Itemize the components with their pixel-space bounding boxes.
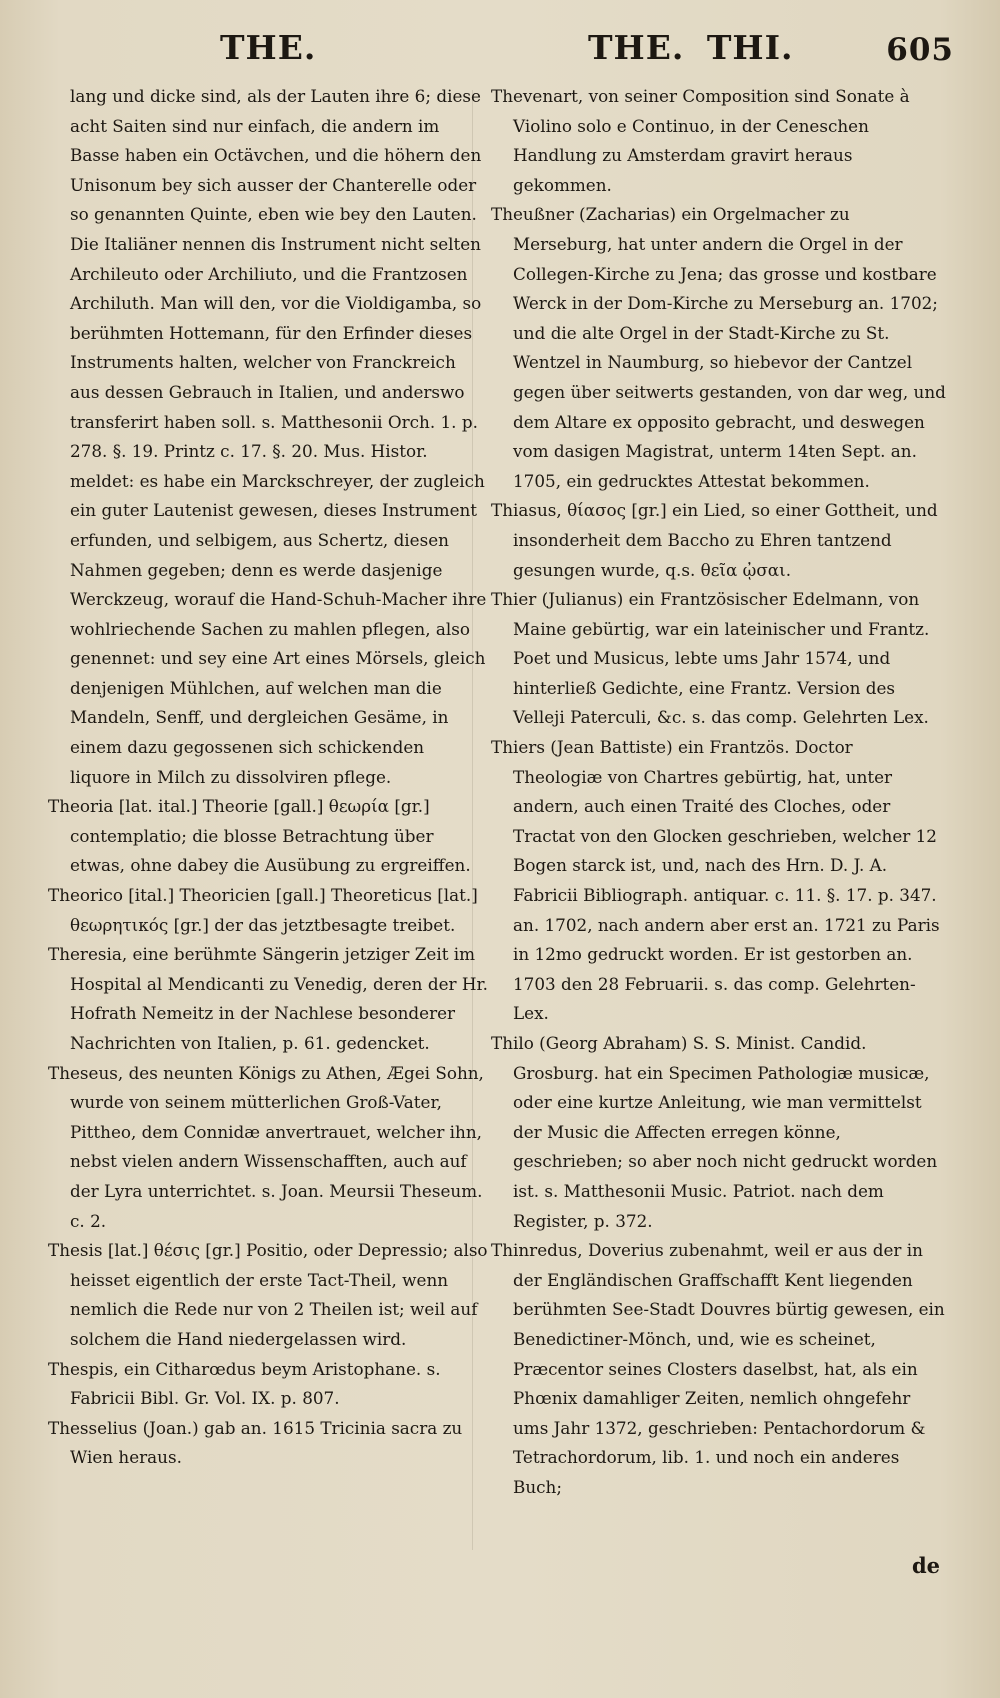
- entry-thespis: Thespis, ein Citharœdus beym Aristophane. s. Fabricii Bibl. Gr. Vol. IX. p. 807.: [48, 1358, 441, 1409]
- running-head-right: THE. THI.: [588, 28, 794, 67]
- catchword: de: [911, 1553, 940, 1578]
- entry-theussner: Theußner (Zacharias) ein Orgelmacher zu Merseburg, hat unter andern die Orgel in der Collegen-Kirche zu Jena; das grosse und kostbare Werck in der Dom-Kirche zu Merseburg an. 1702; und die alte Orgel in der Stadt-Kirche zu St. Wentzel in Naumburg, so hiebevor der Cantzel gegen über seitwerts gestanden, von dar weg, und dem Altare ex opposito gebracht, und deswegen vom dasigen Magistrat, unterm 14ten Sept. an. 1705, ein gedrucktes Attestat bekommen.: [491, 204, 946, 491]
- entry-thesis: Thesis [lat.] θέσις [gr.] Positio, oder Depressio; also heisset eigentlich der erste Tact-Theil, wenn nemlich die Rede nur von 2 Theilen ist; weil auf solchem die Hand niedergelassen wird.: [48, 1240, 488, 1349]
- entry-thiers: Thiers (Jean Battiste) ein Frantzös. Doctor Theologiæ von Chartres gebürtig, hat, unter andern, auch einen Traité des Cloches, oder Tractat von den Glocken geschrieben, welcher 12 Bogen starck ist, und, nach des Hrn. D. J. A. Fabricii Bibliograph. antiquar. c. 11. §. 17. p. 347. an. 1702, nach andern aber erst an. 1721 zu Paris in 12mo gedruckt worden. Er ist gestorben an. 1703 den 28 Februarii. s. das comp. Gelehrten-Lex.: [491, 737, 940, 1024]
- entry-theseus: Theseus, des neunten Königs zu Athen, Ægei Sohn, wurde von seinem mütterlichen Groß-Vater, Pittheo, dem Connidæ anvertrauet, welcher ihn, nebst vielen andern Wissenschafften, auch auf der Lyra unterrichtet. s. Joan. Meursii Theseum. c. 2.: [48, 1062, 484, 1231]
- entry-theresia: Theresia, eine berühmte Sängerin jetziger Zeit im Hospital al Mendicanti zu Venedig, deren der Hr. Hofrath Nemeitz in der Nachlese besonderer Nachrichten von Italien, p. 61. gedencket.: [48, 944, 488, 1053]
- entry-thinredus: Thinredus, Doverius zubenahmt, weil er aus der in der Engländischen Graffschafft Kent liegenden berühmten See-Stadt Douvres bürtig gewesen, ein Benedictiner-Mönch, und, wie es scheinet, Præcentor seines Closters daselbst, hat, als ein Phœnix damahliger Zeiten, nemlich ohngefehr ums Jahr 1372, geschrieben: Pentachordorum & Tetrachordorum, lib. 1. und noch ein anderes Buch;: [491, 1240, 945, 1497]
- entry-theorico: Theorico [ital.] Theoricien [gall.] Theoreticus [lat.] θεωρητικός [gr.] der das jetztbesagte treibet.: [48, 885, 478, 935]
- entry-theoria: Theoria [lat. ital.] Theorie [gall.] θεωρία [gr.] contemplatio; die blosse Betrachtung über etwas, ohne dabey die Ausübung zu ergreiffen.: [48, 796, 471, 876]
- entry-thiasus: Thiasus, θίασος [gr.] ein Lied, so einer Gottheit, und insonderheit dem Baccho zu Ehren tantzend gesungen wurde, q.s. θεῖα ᾠσαι.: [491, 500, 938, 580]
- entry-thevenart: Thevenart, von seiner Composition sind Sonate à Violino solo e Continuo, in der Ceneschen Handlung zu Amsterdam gravirt heraus gekommen.: [491, 86, 910, 195]
- entry-thilo: Thilo (Georg Abraham) S. S. Minist. Candid. Grosburg. hat ein Specimen Pathologiæ musicæ, oder eine kurtze Anleitung, wie man vermittelst der Music die Affecten erregen könne, geschrieben; so aber noch nicht gedruckt worden ist. s. Matthesonii Music. Patriot. nach dem Register, p. 372.: [491, 1033, 938, 1231]
- page-number: 605: [886, 32, 954, 68]
- left-column: [48, 82, 488, 1473]
- right-column: [491, 82, 946, 1503]
- running-head-left: THE.: [220, 28, 317, 67]
- entry-thier: Thier (Julianus) ein Frantzösischer Edelmann, von Maine gebürtig, war ein lateinischer und Frantz. Poet und Musicus, lebte ums Jahr 1574, und hinterließ Gedichte, eine Frantz. Version des Velleji Paterculi, &c. s. das comp. Gelehrten Lex.: [491, 589, 930, 728]
- entry-thesselius: Thesselius (Joan.) gab an. 1615 Tricinia sacra zu Wien heraus.: [48, 1417, 463, 1468]
- entry-continuation: lang und dicke sind, als der Lauten ihre 6; diese acht Saiten sind nur einfach, die andern im Basse haben ein Octävchen, und die höhern den Unisonum bey sich ausser der Chanterelle oder so genannten Quinte, eben wie bey den Lauten. Die Italiäner nennen dis Instrument nicht selten Archileuto oder Archiliuto, und die Frantzosen Archiluth. Man will den, vor die Violdigamba, so berühmten Hottemann, für den Erfinder dieses Instruments halten, welcher von Franckreich aus dessen Gebrauch in Italien, und anderswo transferirt haben soll. s. Matthesonii Orch. 1. p. 278. §. 19. Printz c. 17. §. 20. Mus. Histor. meldet: es habe ein Marckschreyer, der zugleich ein guter Lautenist gewesen, dieses Instrument erfunden, und selbigem, aus Schertz, diesen Nahmen gegeben; denn es werde dasjenige Werckzeug, worauf die Hand-Schuh-Macher ihre wohlriechende Sachen zu mahlen pflegen, also genennet: und sey eine Art eines Mörsels, gleich denjenigen Mühlchen, auf welchen man die Mandeln, Senff, und dergleichen Gesäme, in einem dazu gegossenen sich schickenden liquore in Milch zu dissolviren pflege.: [70, 86, 487, 787]
